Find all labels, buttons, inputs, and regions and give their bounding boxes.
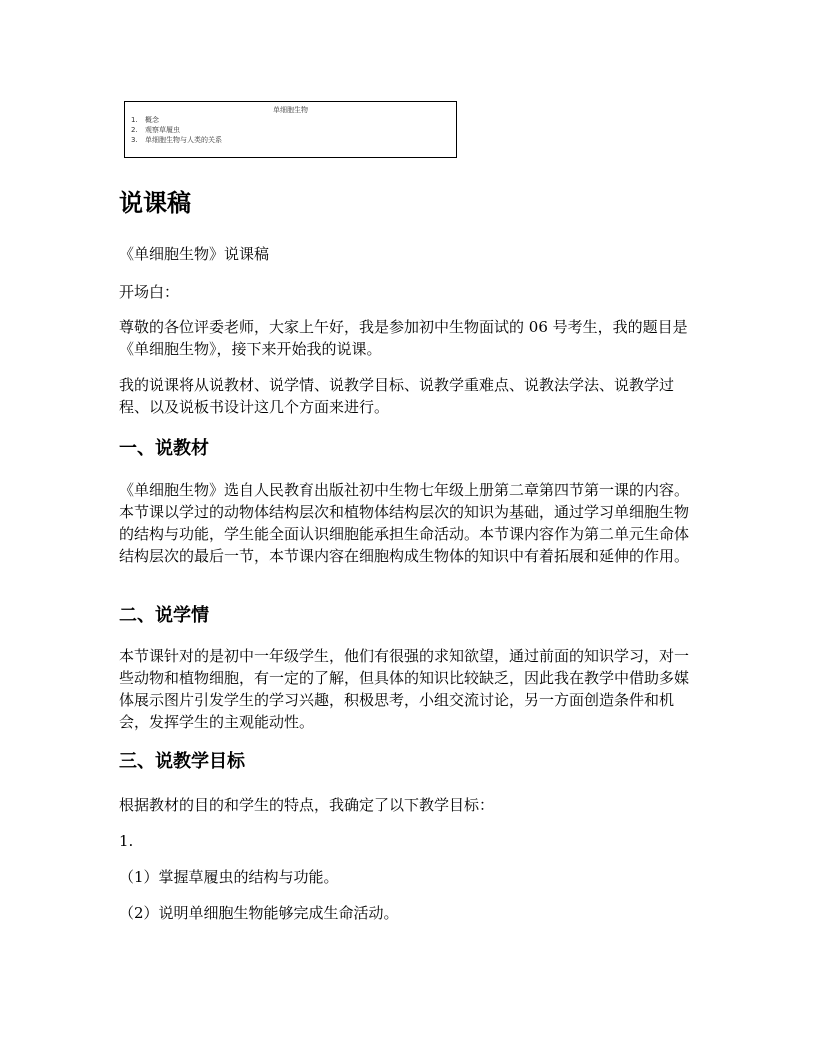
opening-paragraph-1: 尊敬的各位评委老师，大家上午好，我是参加初中生物面试的 06 号考生，我的题目是《单细胞生物》，接下来开始我的说课。 [119,318,688,358]
section-heading-students: 二、说学情 [119,605,209,626]
board-item-text: 观察草履虫 [145,126,180,134]
document-subtitle: 《单细胞生物》说课稿 [119,245,270,263]
board-title: 单细胞生物 [273,106,308,114]
board-item [131,135,456,145]
section-heading-goals: 三、说教学目标 [119,751,245,772]
goal-item-1: （1）掌握草履虫的结构与功能。 [119,868,339,886]
board-item-number: 3. [131,136,138,144]
goal-item-2: （2）说明单细胞生物能够完成生命活动。 [119,904,399,922]
goal-number: 1. [119,832,134,850]
section-body-students: 本节课针对的是初中一年级学生，他们有很强的求知欲望，通过前面的知识学习，对一些动物和植物细胞，有一定的了解，但具体的知识比较缺乏，因此我在教学中借助多媒体展示图片引发学生的学习兴趣，积极思考，小组交流讨论，另一方面创造条件和机会，发挥学生的主观能动性。 [119,647,690,731]
board-item [131,125,456,135]
opening-paragraph-2: 我的说课将从说教材、说学情、说教学目标、说教学重难点、说教法学法、说教学过程、以及说板书设计这几个方面来进行。 [119,376,675,416]
blackboard-design-box [124,101,457,158]
page-title: 说课稿 [119,189,191,217]
section-body-textbook: 《单细胞生物》选自人民教育出版社初中生物七年级上册第二章第四节第一课的内容。本节课以学过的动物体结构层次和植物体结构层次的知识为基础，通过学习单细胞生物的结构与功能，学生能全面认识细胞能承担生命活动。本节课内容作为第二单元生命体结构层次的最后一节，本节课内容在细胞构成生物体的知识中有着拓展和延伸的作用。 [119,481,690,565]
section-heading-textbook: 一、说教材 [119,438,209,459]
section-body-goals: 根据教材的目的和学生的特点，我确定了以下教学目标： [119,796,495,814]
board-item-text: 概念 [145,116,159,124]
opening-label: 开场白： [119,283,180,301]
board-list [125,115,456,145]
board-item-number: 1. [131,116,138,124]
board-item-number: 2. [131,126,138,134]
board-item [131,115,456,125]
board-item-text: 单细胞生物与人类的关系 [145,136,222,144]
